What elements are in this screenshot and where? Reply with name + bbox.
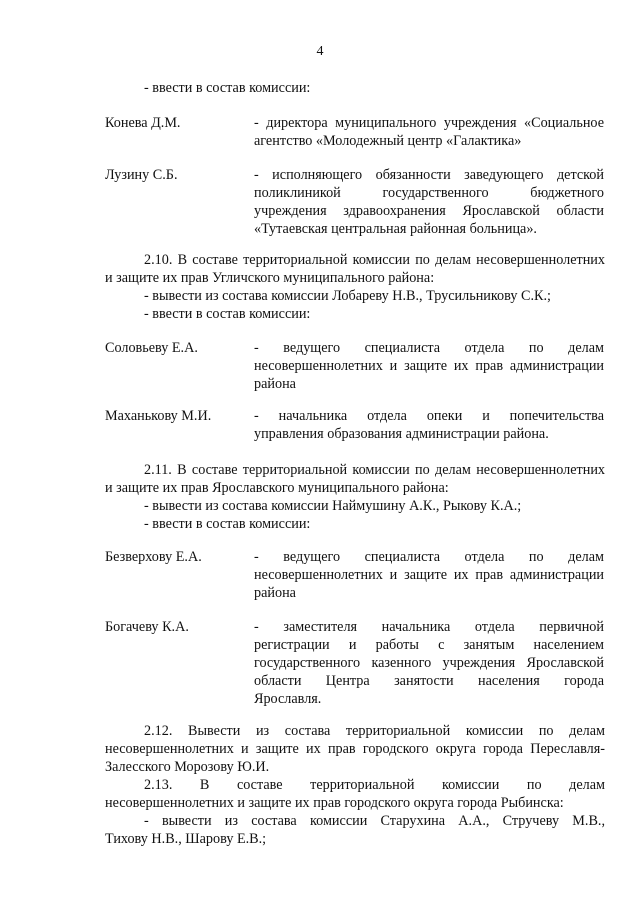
description-line: района — [254, 585, 296, 601]
add-members-line: - ввести в состав комиссии: — [144, 516, 311, 532]
add-members-line: - ввести в состав комиссии: — [144, 306, 311, 322]
member-name: Конева Д.М. — [105, 115, 181, 131]
remove-members-line: - вывести из состава комиссии Лобареву Н.В., Трусильникову С.К.; — [144, 288, 551, 304]
description-line: поликлиникой государственного бюджетного — [254, 185, 604, 201]
description-line: Ярославля. — [254, 691, 322, 707]
paragraph-2-12-line: 2.12. Вывести из состава территориальной комиссии по делам — [144, 723, 605, 739]
description-line: несовершеннолетних и защите их прав администрации — [254, 567, 604, 583]
paragraph-2-13-line: 2.13. В составе территориальной комиссии по делам — [144, 777, 605, 793]
description-line: управления образования администрации района. — [254, 426, 549, 442]
paragraph-2-11-line: 2.11. В составе территориальной комиссии по делам несовершеннолетних — [144, 462, 605, 478]
description-line: - ведущего специалиста отдела по делам — [254, 340, 604, 356]
member-name: Маханькову М.И. — [105, 408, 212, 424]
member-name: Соловьеву Е.А. — [105, 340, 198, 356]
member-description — [254, 339, 604, 393]
remove-members-line: Тихову Н.В., Шарову Е.В.; — [105, 831, 267, 847]
description-line: агентство «Молодежный центр «Галактика» — [254, 133, 522, 149]
description-line: «Тутаевская центральная районная больница». — [254, 221, 537, 237]
description-line: - начальника отдела опеки и попечительства — [254, 408, 604, 424]
description-line: государственного казенного учреждения Ярославской — [254, 655, 604, 671]
member-description — [254, 407, 604, 443]
paragraph-2-12-line: Залесского Морозову Ю.И. — [105, 759, 270, 775]
description-line: - директора муниципального учреждения «Социальное — [254, 115, 604, 131]
member-description — [254, 548, 604, 602]
remove-members-line: - вывести из состава комиссии Наймушину А.К., Рыкову К.А.; — [144, 498, 522, 514]
description-line: регистрации и работы с занятым населением — [254, 637, 604, 653]
description-line: несовершеннолетних и защите их прав администрации — [254, 358, 604, 374]
page-number: 4 — [316, 44, 324, 59]
paragraph-2-13-line: несовершеннолетних и защите их прав городского округа города Рыбинска: — [105, 795, 564, 811]
paragraph-2-10-line: и защите их прав Угличского муниципального района: — [105, 270, 435, 286]
member-description — [254, 114, 604, 150]
member-description — [254, 166, 604, 238]
description-line: учреждения здравоохранения Ярославской области — [254, 203, 604, 219]
member-name: Лузину С.Б. — [105, 167, 178, 183]
paragraph-2-10-line: 2.10. В составе территориальной комиссии по делам несовершеннолетних — [144, 252, 605, 268]
paragraph-2-11-line: и защите их прав Ярославского муниципального района: — [105, 480, 449, 496]
member-description — [254, 618, 604, 708]
description-line: - заместителя начальника отдела первичной — [254, 619, 604, 635]
remove-members-line: - вывести из состава комиссии Старухина А.А., Стручеву М.В., — [144, 813, 605, 829]
description-line: района — [254, 376, 296, 392]
paragraph-2-12-line: несовершеннолетних и защите их прав городского округа города Переславля- — [105, 741, 605, 757]
description-line: - исполняющего обязанности заведующего детской — [254, 167, 604, 183]
member-name: Безверхову Е.А. — [105, 549, 202, 565]
description-line: области Центра занятости населения города — [254, 673, 604, 689]
add-members-intro: - ввести в состав комиссии: — [144, 80, 311, 96]
description-line: - ведущего специалиста отдела по делам — [254, 549, 604, 565]
member-name: Богачеву К.А. — [105, 619, 189, 635]
